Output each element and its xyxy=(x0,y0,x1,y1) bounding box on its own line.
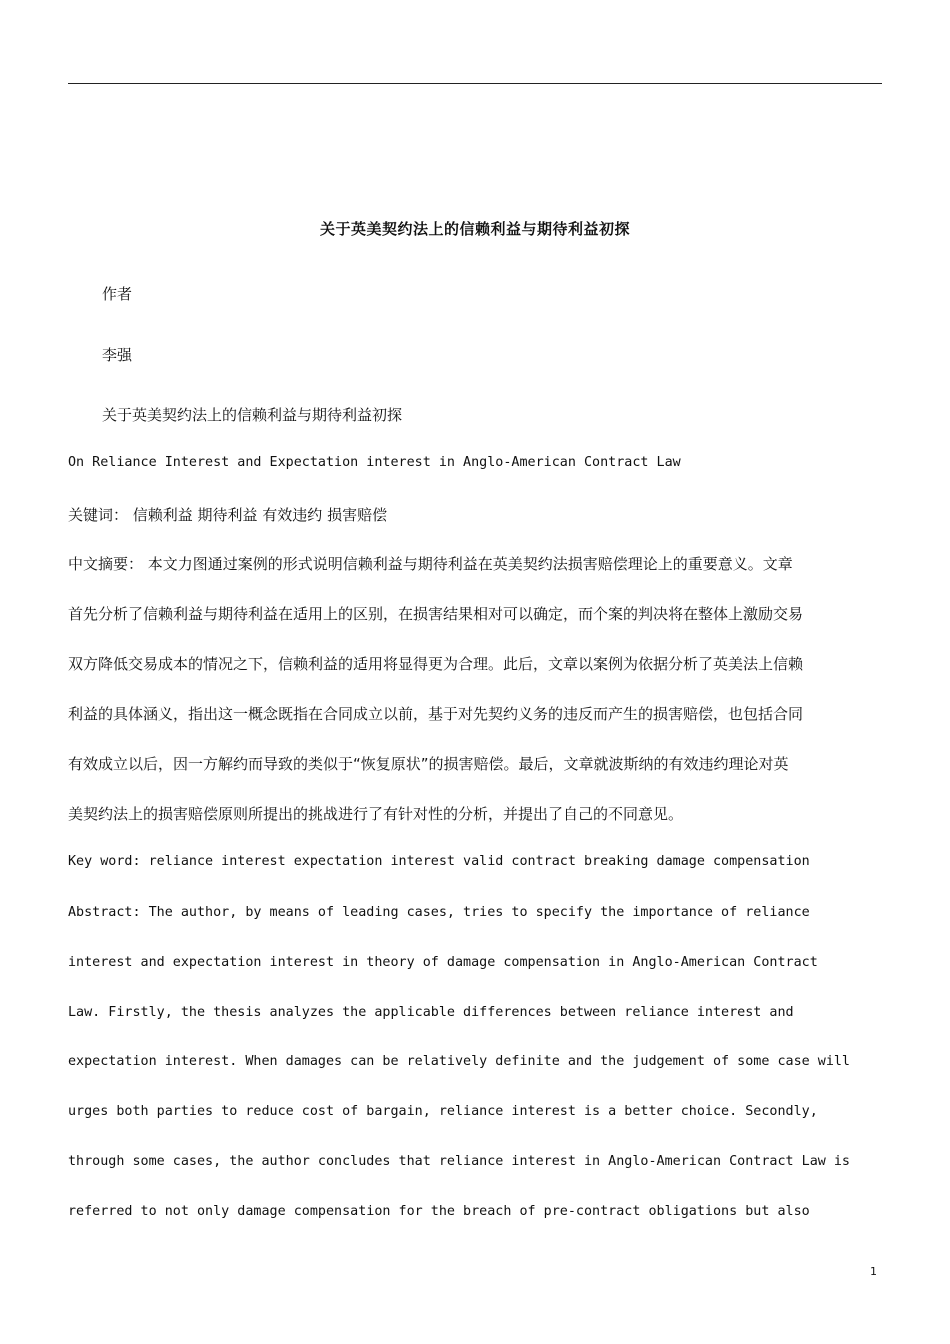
abstract-cn xyxy=(68,553,882,853)
author-name: 李强 xyxy=(102,346,133,364)
abstract-en-line: urges both parties to reduce cost of bargain, reliance interest is a better choice. Secondly, xyxy=(68,1104,818,1120)
keywords-cn: 关键词： 信赖利益 期待利益 有效违约 损害赔偿 xyxy=(68,506,388,524)
abstract-en-line: Law. Firstly, the thesis analyzes the applicable differences between reliance interest and xyxy=(68,1004,794,1020)
abstract-en-line: interest and expectation interest in theory of damage compensation in Anglo-American Contract xyxy=(68,954,818,970)
abstract-cn-line: 利益的具体涵义，指出这一概念既指在合同成立以前，基于对先契约义务的违反而产生的损害赔偿，也包括合同 xyxy=(68,705,804,723)
abstract-cn-line: 双方降低交易成本的情况之下，信赖利益的适用将显得更为合理。此后，文章以案例为依据分析了英美法上信赖 xyxy=(68,655,804,673)
page-number: 1 xyxy=(870,1265,877,1278)
title-repeat: 关于英美契约法上的信赖利益与期待利益初探 xyxy=(102,406,403,424)
document-title: 关于英美契约法上的信赖利益与期待利益初探 xyxy=(319,220,630,238)
abstract-en-line: expectation interest. When damages can be relatively definite and the judgement of some case will xyxy=(68,1054,850,1070)
abstract-cn-line: 有效成立以后，因一方解约而导致的类似于“恢复原状”的损害赔偿。最后，文章就波斯纳的有效违约理论对英 xyxy=(68,755,789,773)
author-label: 作者 xyxy=(102,285,133,303)
abstract-en xyxy=(68,903,882,1252)
abstract-cn-line: 中文摘要： 本文力图通过案例的形式说明信赖利益与期待利益在英美契约法损害赔偿理论上的重要意义。文章 xyxy=(68,555,793,573)
abstract-en-line: through some cases, the author concludes that reliance interest in Anglo-American Contract Law is xyxy=(68,1153,850,1169)
keywords-en: Key word: reliance interest expectation interest valid contract breaking damage compensation xyxy=(68,854,810,869)
abstract-en-line: Abstract: The author, by means of leading cases, tries to specify the importance of reliance xyxy=(68,905,810,920)
abstract-en-line: referred to not only damage compensation for the breach of pre-contract obligations but also xyxy=(68,1203,810,1219)
header-rule xyxy=(68,83,882,84)
english-title: On Reliance Interest and Expectation interest in Anglo-American Contract Law xyxy=(68,455,681,470)
abstract-cn-line: 美契约法上的损害赔偿原则所提出的挑战进行了有针对性的分析，并提出了自己的不同意见。 xyxy=(68,805,684,823)
abstract-cn-line: 首先分析了信赖利益与期待利益在适用上的区别，在损害结果相对可以确定，而个案的判决将在整体上激励交易 xyxy=(68,605,804,623)
